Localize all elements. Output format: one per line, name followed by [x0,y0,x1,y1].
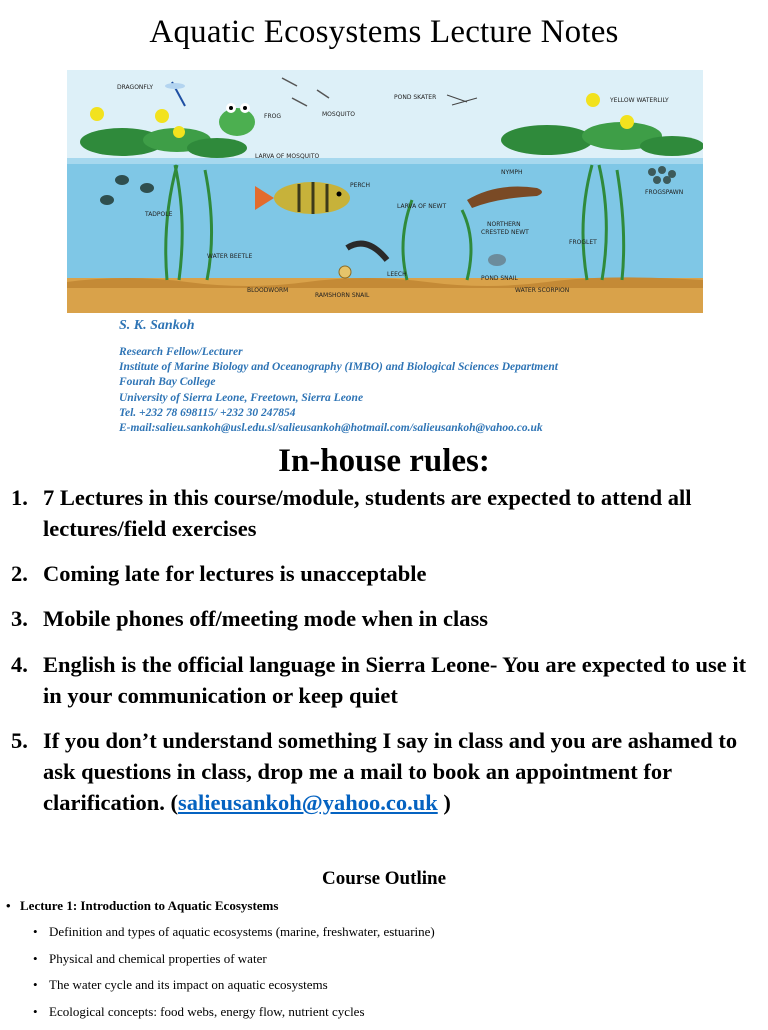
rule-item [11,649,761,711]
course-outline-heading: Course Outline [0,868,768,890]
affiliation-line: E-mail:salieu.sankoh@usl.edu.sl/salieusankoh@hotmail.com/salieusankoh@vahoo.co.uk [119,421,558,436]
rule-text-part: If you don’t understand something I say in class and you are ashamed to ask questions in class, drop me a mail to book an appointment for clarification. ( [43,728,737,815]
author-affiliation [119,345,558,436]
rule-number: 1. [11,482,28,513]
bullet-icon: • [6,898,20,914]
label-larva-of-newt: LARVA OF NEWT [397,203,446,210]
bullet-icon: • [33,1004,49,1020]
rule-number: 4. [11,649,28,680]
rule-number: 5. [11,725,28,756]
topic-item [33,951,435,978]
rule-item [11,603,761,634]
topic-text: The water cycle and its impact on aquatic ecosystems [49,977,328,992]
pond-ecosystem-illustration [67,70,703,313]
document-title: Aquatic Ecosystems Lecture Notes [0,14,768,51]
rule-item [11,558,761,589]
lecture-1-item [6,898,278,914]
label-froglet: FROGLET [569,239,597,246]
topic-item [33,977,435,1004]
author-name: S. K. Sankoh [119,318,194,334]
topic-item [33,1004,435,1030]
bullet-icon: • [33,977,49,993]
rule-item [11,482,761,544]
topic-text: Ecological concepts: food webs, energy flow, nutrient cycles [49,1004,365,1019]
label-frog: FROG [264,113,281,120]
topic-text: Physical and chemical properties of water [49,951,267,966]
label-tadpole: TADPOLE [144,211,173,218]
lecture-1-title: Lecture 1: Introduction to Aquatic Ecosystems [20,898,278,913]
label-newt-line1: NORTHERN [487,221,521,228]
label-pond-skater: POND SKATER [394,94,436,101]
label-larva-of-mosquito: LARVA OF MOSQUITO [255,153,319,160]
rule-text-end: ) [438,790,451,815]
rule-number: 2. [11,558,28,589]
label-pond-snail: POND SNAIL [481,275,519,282]
label-yellow-waterlily: YELLOW WATERLILY [609,97,669,104]
label-water-scorpion: WATER SCORPION [515,287,569,294]
label-dragonfly: DRAGONFLY [117,84,153,91]
rule-text: English is the official language in Sierra Leone- You are expected to use it in your communication or keep quiet [11,649,761,711]
label-mosquito: MOSQUITO [322,111,355,118]
rule-text: Mobile phones off/meeting mode when in class [11,603,761,634]
label-water-beetle: WATER BEETLE [207,253,252,260]
affiliation-line: Fourah Bay College [119,375,558,390]
topic-text: Definition and types of aquatic ecosystems (marine, freshwater, estuarine) [49,924,435,939]
label-ramshorn-snail: RAMSHORN SNAIL [315,292,370,299]
bullet-icon: • [33,951,49,967]
rules-heading: In-house rules: [0,443,768,480]
pond-snail-drawing [488,254,506,266]
lecture-1-topics [33,924,435,1030]
affiliation-line: University of Sierra Leone, Freetown, Sierra Leone [119,391,558,406]
label-frogspawn: FROGSPAWN [645,189,683,196]
label-newt-line2: CRESTED NEWT [481,229,529,236]
bullet-icon: • [33,924,49,940]
ramshorn-snail-drawing [339,266,351,278]
affiliation-line: Tel. +232 78 698115/ +232 30 247854 [119,406,558,421]
affiliation-line: Institute of Marine Biology and Oceanography (IMBO) and Biological Sciences Department [119,360,558,375]
affiliation-line: Research Fellow/Lecturer [119,345,558,360]
topic-item [33,924,435,951]
label-bloodworm: BLOODWORM [247,287,288,294]
label-nymph: NYMPH [501,169,522,176]
rule-text: 7 Lectures in this course/module, students are expected to attend all lectures/field exercises [11,482,761,544]
rule-number: 3. [11,603,28,634]
rule-item [11,725,761,818]
email-link[interactable]: salieusankoh@yahoo.co.uk [178,790,438,815]
label-perch: PERCH [350,182,370,189]
label-leech: LEECH [387,271,407,278]
rule-text: Coming late for lectures is unacceptable [11,558,761,589]
rule-text [11,725,761,818]
